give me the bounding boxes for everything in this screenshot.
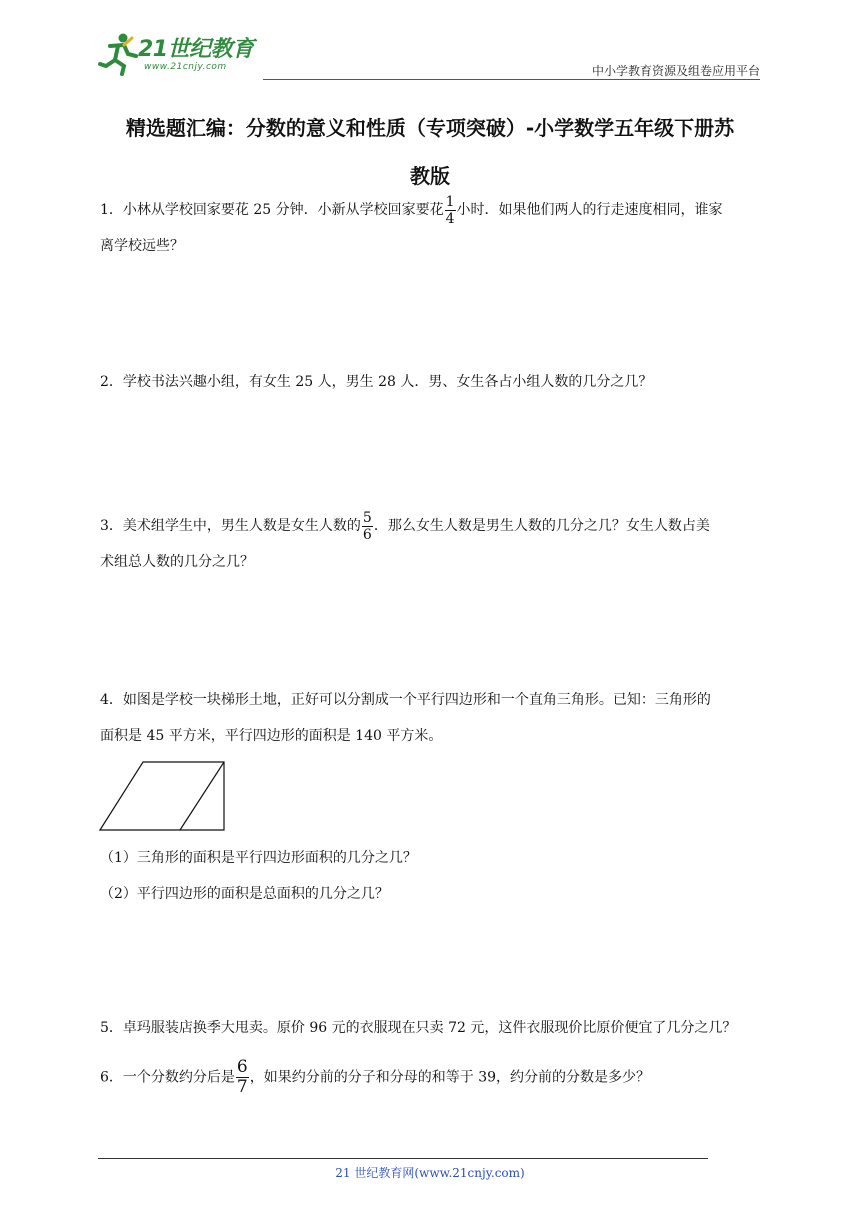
question-4-line-1: 4．如图是学校一块梯形土地，正好可以分割成一个平行四边形和一个直角三角形。已知：三角形的	[100, 692, 711, 708]
fraction-denominator: 4	[445, 210, 455, 227]
logo-text: 21世纪教育	[138, 37, 254, 62]
question-1-text-b: 小时．如果他们两人的行走速度相同，谁家	[456, 202, 723, 218]
header-divider	[263, 79, 760, 80]
trapezoid-figure	[98, 760, 228, 832]
question-1	[100, 192, 765, 264]
fraction-five-sixths	[362, 510, 373, 543]
fraction-six-sevenths	[236, 1058, 249, 1097]
question-2: 2．学校书法兴趣小组，有女生 25 人，男生 28 人．男、女生各占小组人数的几分之几？	[100, 374, 653, 390]
question-4-line-2: 面积是 45 平方米，平行四边形的面积是 140 平方米。	[100, 728, 443, 744]
question-3	[100, 508, 765, 580]
fraction-one-quarter	[445, 194, 456, 227]
question-6-text-b: ，如果约分前的分子和分母的和等于 39，约分前的分数是多少？	[249, 1069, 651, 1086]
fraction-denominator: 7	[236, 1077, 248, 1097]
title-line-2: 教版	[410, 164, 450, 188]
question-1-line-1	[100, 192, 765, 228]
question-1-text-a: 1．小林从学校回家要花 25 分钟．小新从学校回家要花	[100, 202, 444, 218]
dividing-line	[180, 762, 224, 830]
fraction-numerator: 5	[362, 509, 372, 526]
question-4-sub-1: （1）三角形的面积是平行四边形面积的几分之几？	[100, 850, 417, 866]
fraction-numerator: 1	[445, 193, 455, 210]
question-6-text-a: 6．一个分数约分后是	[100, 1069, 235, 1086]
question-3-text-a: 3．美术组学生中，男生人数是女生人数的	[100, 518, 361, 534]
footer-divider	[98, 1158, 708, 1159]
platform-tagline: 中小学教育资源及组卷应用平台	[591, 64, 760, 78]
page-title	[90, 104, 770, 200]
question-4-subquestions	[100, 840, 765, 912]
question-6	[100, 1058, 765, 1097]
site-logo	[98, 28, 268, 78]
question-5: 5．卓玛服装店换季大甩卖。原价 96 元的衣服现在只卖 72 元，这件衣服现价比原价便宜了几分之几？	[100, 1020, 737, 1036]
question-3-line-2: 术组总人数的几分之几？	[100, 554, 254, 570]
fraction-denominator: 6	[362, 526, 372, 543]
question-4-sub-2: （2）平行四边形的面积是总面积的几分之几？	[100, 886, 389, 902]
fraction-numerator: 6	[236, 1057, 248, 1077]
footer-link[interactable]: 21 世纪教育网(www.21cnjy.com)	[335, 1166, 525, 1180]
runner-logo-icon	[98, 32, 138, 76]
question-1-line-2: 离学校远些？	[100, 238, 184, 254]
logo-url: www.21cnjy.com	[144, 62, 227, 72]
question-4	[100, 682, 765, 754]
question-3-text-b: ．那么女生人数是男生人数的几分之几？女生人数占美	[373, 518, 710, 534]
page-header	[98, 28, 760, 80]
trapezoid-outline	[100, 762, 224, 830]
title-line-1: 精选题汇编：分数的意义和性质（专项突破）-小学数学五年级下册苏	[125, 116, 735, 140]
question-3-line-1	[100, 508, 765, 544]
